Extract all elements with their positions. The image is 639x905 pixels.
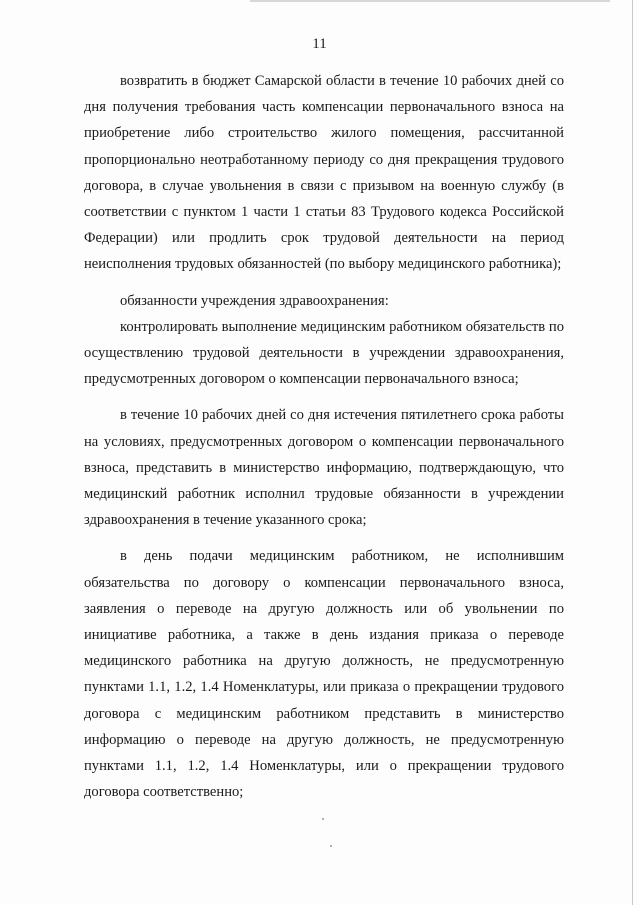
paragraph-institution-duties-heading: обязанности учреждения здравоохранения: [120,292,389,309]
scan-edge-line [632,0,633,905]
paragraph-submit-information: в течение 10 рабочих дней со дня истечения пятилетнего срока работы на условиях, предусмотренных договором о компенсации первоначального взноса, представить в министерство информацию, подтверждающую, что медицинский работник исполнил трудовые обязанности в учреждении здравоохранения в течение указанного срока; [84,407,564,529]
body-text [84,68,564,805]
scan-speck [322,818,324,820]
page-number: 11 [312,36,327,52]
paragraph-transfer-dismissal: в день подачи медицинским работником, не исполнившим обязательства по договору о компенсации первоначального взноса, заявления о переводе на другую должность или об увольнении по инициативе работника, а также в день издания приказа о переводе медицинского работника на другую должность, не предусмотренную пунктами 1.1, 1.2, 1.4 Номенклатуры, или приказа о прекращении трудового договора с медицинским работником представить в министерство информацию о переводе на другую должность, не предусмотренную пунктами 1.1, 1.2, 1.4 Номенклатуры, или о прекращении трудового договора соответственно; [84,548,564,801]
paragraph-return-compensation: возвратить в бюджет Самарской области в течение 10 рабочих дней со дня получения требования часть компенсации первоначального взноса на приобретение либо строительство жилого помещения, рассчитанной пропорционально неотработанному периоду со дня прекращения трудового договора, в случае увольнения в связи с призывом на военную службу (в соответствии с пунктом 1 части 1 статьи 83 Трудового кодекса Российской Федерации) или продлить срок трудовой деятельности на период неисполнения трудовых обязанностей (по выбору медицинского работника); [84,73,564,273]
scan-speck [330,845,332,847]
scan-top-rule [250,0,610,2]
paragraph-control-obligations: контролировать выполнение медицинским работником обязательств по осуществлению трудовой деятельности в учреждении здравоохранения, предусмотренных договором о компенсации первоначального взноса; [84,318,564,388]
